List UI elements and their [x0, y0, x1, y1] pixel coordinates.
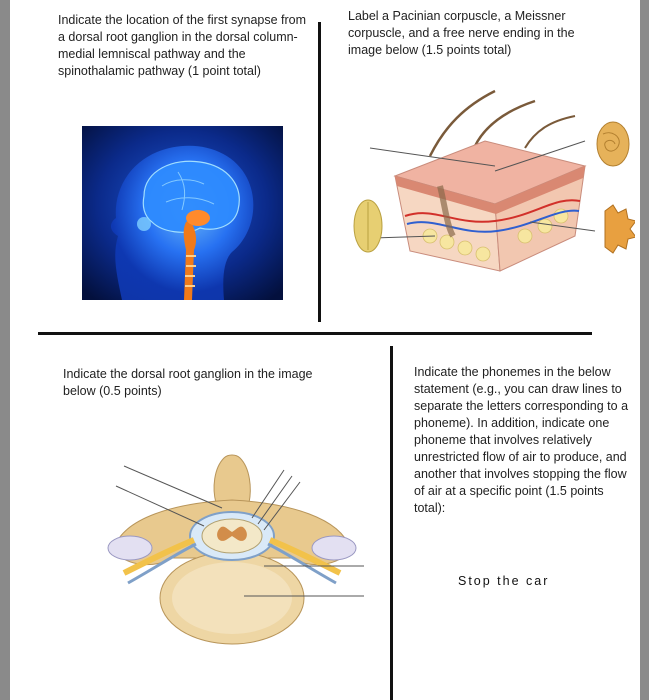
divider-horizontal: [38, 332, 592, 335]
spinal-cord-cross-section-illustration: [94, 448, 370, 648]
question-phonemes: Indicate the phonemes in the below statement (e.g., you can draw lines to separate the letters corresponding to a phoneme). In addition, indicate one phoneme that involves relatively unrestricted flow of air to produce, and another that involves stopping the flow of air at a specific point (1.5 points total):: [414, 365, 629, 515]
brain-illustration: [82, 126, 283, 300]
phoneme-phrase: Stop the car: [458, 574, 550, 588]
question-synapse-location: Indicate the location of the first synapse from a dorsal root ganglion in the dorsal column-medial lemniscal pathway and the spinothalamic pathway (1 point total): [58, 13, 307, 78]
question-label-corpuscles: Label a Pacinian corpuscle, a Meissner corpuscle, and a free nerve ending in the image below (1.5 points total): [348, 9, 575, 57]
divider-vertical-top: [318, 22, 321, 322]
worksheet-page: [10, 0, 640, 700]
skin-cross-section-illustration: [335, 86, 635, 286]
question-dorsal-root-ganglion: Indicate the dorsal root ganglion in the image below (0.5 points): [63, 367, 313, 398]
divider-vertical-bottom: [390, 346, 393, 700]
